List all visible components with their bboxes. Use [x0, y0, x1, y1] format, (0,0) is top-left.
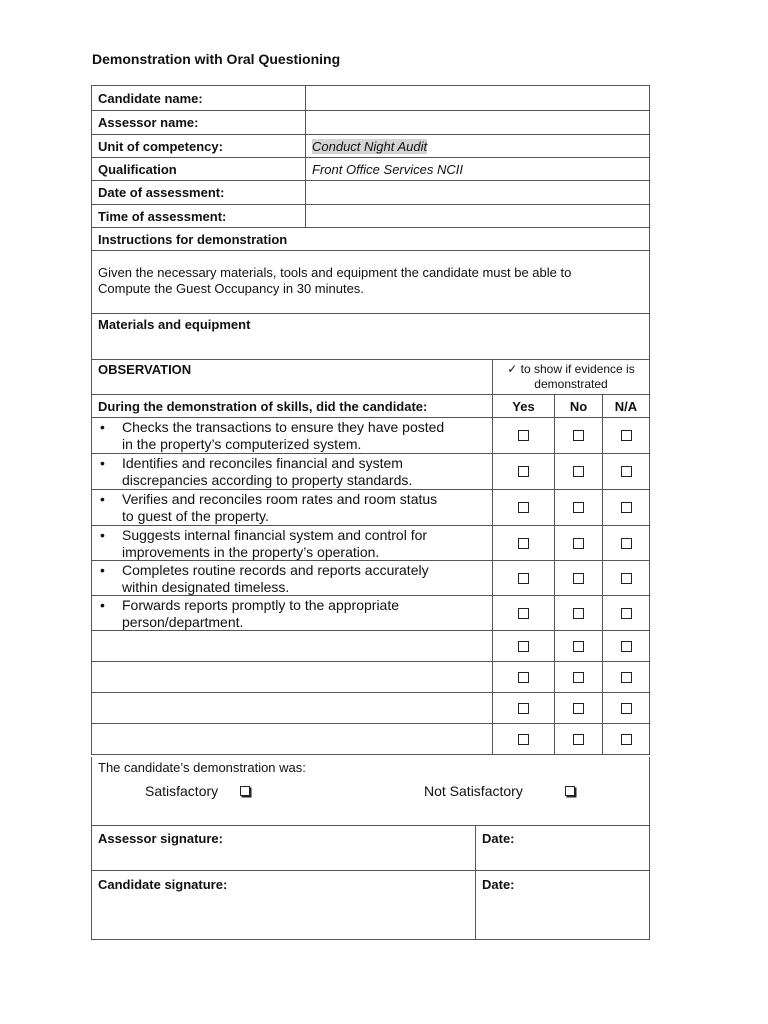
bullet: •: [100, 562, 105, 578]
assessor-name-label: Assessor name:: [92, 111, 306, 134]
materials-row: [92, 314, 649, 360]
no-checkbox[interactable]: [573, 641, 584, 652]
observation-item-row: [92, 418, 649, 454]
no-checkbox[interactable]: [573, 703, 584, 714]
signature-table: [91, 825, 650, 940]
na-checkbox[interactable]: [621, 502, 632, 513]
bullet: •: [100, 455, 105, 471]
bullet: •: [100, 597, 105, 613]
no-checkbox[interactable]: [573, 502, 584, 513]
na-checkbox[interactable]: [621, 430, 632, 441]
observation-item-text: Identifies and reconciles financial and system discrepancies according to property standards.: [122, 455, 413, 488]
na-checkbox[interactable]: [621, 641, 632, 652]
no-checkbox[interactable]: [573, 466, 584, 477]
na-checkbox[interactable]: [621, 466, 632, 477]
no-checkbox[interactable]: [573, 672, 584, 683]
result-prompt: The candidate’s demonstration was:: [98, 760, 306, 775]
assessor-name-row: [92, 111, 649, 135]
observation-item-text: Verifies and reconciles room rates and room status to guest of the property.: [122, 491, 438, 524]
blank-item-text[interactable]: [92, 724, 493, 754]
not-satisfactory-checkbox[interactable]: [565, 786, 575, 796]
instructions-text-row: [92, 251, 649, 314]
qualification-value: Front Office Services NCII: [312, 161, 463, 177]
assessor-signature-label: Assessor signature:: [92, 825, 476, 870]
na-checkbox[interactable]: [621, 672, 632, 683]
observation-item-row: [92, 596, 649, 631]
observation-item-row: [92, 561, 649, 596]
yes-checkbox[interactable]: [518, 608, 529, 619]
assessor-date-label: Date:: [482, 831, 515, 846]
na-checkbox[interactable]: [621, 538, 632, 549]
document-title: Demonstration with Oral Questioning: [92, 51, 341, 67]
bullet: •: [100, 491, 105, 507]
result-section: [91, 757, 650, 826]
satisfactory-checkbox[interactable]: [240, 786, 250, 796]
instructions-line-2: Compute the Guest Occupancy in 30 minutes.: [98, 281, 364, 296]
not-satisfactory-label: Not Satisfactory: [424, 783, 523, 799]
candidate-name-value[interactable]: [306, 86, 649, 110]
yes-checkbox[interactable]: [518, 672, 529, 683]
unit-of-competency-value: Conduct Night Audit: [312, 138, 428, 154]
bullet: •: [100, 527, 105, 543]
observation-table: [91, 359, 650, 755]
observation-header-row: [92, 359, 649, 395]
col-yes-header: Yes: [493, 395, 555, 417]
assessor-name-value[interactable]: [306, 111, 649, 134]
blank-item-text[interactable]: [92, 693, 493, 723]
na-checkbox[interactable]: [621, 608, 632, 619]
time-of-assessment-value[interactable]: [306, 205, 649, 227]
na-checkbox[interactable]: [621, 734, 632, 745]
date-of-assessment-value[interactable]: [306, 181, 649, 204]
observation-item-row: [92, 526, 649, 561]
assessor-signature-row: [92, 825, 649, 871]
col-na-header: N/A: [614, 398, 638, 414]
observation-item-row: [92, 490, 649, 526]
materials-heading: Materials and equipment: [98, 317, 251, 332]
yes-checkbox[interactable]: [518, 734, 529, 745]
instructions-text: [92, 251, 577, 313]
yes-checkbox[interactable]: [518, 430, 529, 441]
time-of-assessment-label: Time of assessment:: [92, 205, 306, 227]
instructions-line-1: Given the necessary materials, tools and equipment the candidate must be able to: [98, 265, 572, 280]
blank-item-row: [92, 724, 649, 755]
candidate-name-row: [92, 86, 649, 111]
col-no-header: No: [555, 395, 603, 417]
time-of-assessment-row: [92, 205, 649, 228]
bullet: •: [100, 419, 105, 435]
blank-item-text[interactable]: [92, 662, 493, 692]
yes-checkbox[interactable]: [518, 573, 529, 584]
yes-checkbox[interactable]: [518, 703, 529, 714]
observation-heading: OBSERVATION: [92, 359, 493, 394]
candidate-signature-row: [92, 871, 649, 939]
blank-item-text[interactable]: [92, 631, 493, 661]
blank-item-row: [92, 631, 649, 662]
no-checkbox[interactable]: [573, 430, 584, 441]
observation-item-text: Forwards reports promptly to the appropriate person/department.: [122, 597, 400, 630]
no-checkbox[interactable]: [573, 734, 584, 745]
unit-of-competency-label: Unit of competency:: [92, 135, 306, 157]
qualification-label: Qualification: [92, 158, 306, 180]
date-of-assessment-row: [92, 181, 649, 205]
yes-checkbox[interactable]: [518, 641, 529, 652]
question-text: During the demonstration of skills, did the candidate:: [92, 395, 493, 417]
satisfactory-label: Satisfactory: [145, 783, 219, 799]
candidate-name-label: Candidate name:: [92, 86, 306, 110]
observation-item-row: [92, 454, 649, 490]
blank-item-row: [92, 662, 649, 693]
yes-checkbox[interactable]: [518, 466, 529, 477]
instructions-heading: Instructions for demonstration: [98, 231, 288, 247]
date-of-assessment-label: Date of assessment:: [92, 181, 306, 204]
observation-item-text: Suggests internal financial system and control for improvements in the property’s operation.: [122, 527, 428, 560]
candidate-date-label: Date:: [482, 877, 515, 892]
instructions-heading-row: [92, 228, 649, 251]
na-checkbox[interactable]: [621, 573, 632, 584]
na-checkbox[interactable]: [621, 703, 632, 714]
question-row: [92, 395, 649, 418]
evidence-note: ✓ to show if evidence is demonstrated: [507, 361, 635, 391]
unit-of-competency-row: [92, 135, 649, 158]
candidate-signature-label: Candidate signature:: [92, 871, 476, 939]
qualification-row: [92, 158, 649, 181]
yes-checkbox[interactable]: [518, 502, 529, 513]
no-checkbox[interactable]: [573, 538, 584, 549]
blank-item-row: [92, 693, 649, 724]
observation-item-text: Checks the transactions to ensure they have posted in the property’s computerized system.: [122, 419, 445, 452]
no-checkbox[interactable]: [573, 573, 584, 584]
observation-item-text: Completes routine records and reports accurately within designated timeless.: [122, 562, 429, 595]
assessment-info-table: [91, 85, 650, 360]
no-checkbox[interactable]: [573, 608, 584, 619]
yes-checkbox[interactable]: [518, 538, 529, 549]
